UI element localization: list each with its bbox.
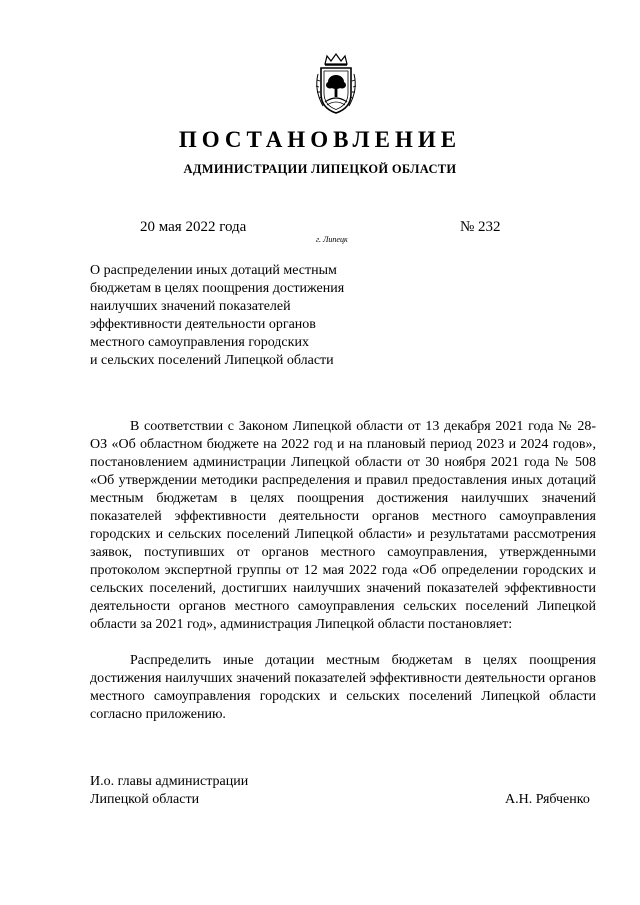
heading-line: местного самоуправления городских xyxy=(90,335,309,350)
document-place: г. Липецк xyxy=(316,235,348,244)
coat-of-arms-icon xyxy=(309,52,363,116)
signature-position-line-2: Липецкой области xyxy=(90,792,200,807)
document-title: ПОСТАНОВЛЕНИЕ xyxy=(178,127,462,152)
signature-position-line-1: И.о. главы администрации xyxy=(90,774,249,789)
document-subtitle: АДМИНИСТРАЦИИ ЛИПЕЦКОЙ ОБЛАСТИ xyxy=(183,162,457,176)
heading-line: О распределении иных дотаций местным xyxy=(90,263,337,278)
heading-line: и сельских поселений Липецкой области xyxy=(90,353,334,368)
document-date: 20 мая 2022 года xyxy=(140,219,247,235)
document-number: № 232 xyxy=(460,219,501,235)
heading-line: бюджетам в целях поощрения достижения xyxy=(90,281,345,296)
signature-position xyxy=(90,773,248,809)
heading-line: эффективности деятельности органов xyxy=(90,317,316,332)
heading-line: наилучших значений показателей xyxy=(90,299,291,314)
body-paragraph-1: В соответствии с Законом Липецкой области от 13 декабря 2021 года № 28-ОЗ «Об областном бюджете на 2022 год и на плановый период 2023 и 2024 годов», постановлением администрации Липецкой области от 30 ноября 2021 года № 508 «Об утверждении методики распределения и правил предоставления иных дотаций местным бюджетам в целях поощрения достижения наилучших значений показателей эффективности деятельности органов местного самоуправления городских и сельских поселений Липецкой области» и результатами рассмотрения заявок, поступивших от органов местного самоуправления, утвержденными протоколом экспертной группы от 12 мая 2022 года «Об определении городских и сельских поселений, достигших наилучших значений показателей эффективности деятельности органов местного самоуправления сельских поселений Липецкой области за 2021 год», администрация Липецкой области постановляет: xyxy=(90,419,596,632)
document-heading xyxy=(90,262,390,370)
body-paragraph-2: Распределить иные дотации местным бюджетам в целях поощрения достижения наилучших значений показателей эффективности деятельности органов местного самоуправления городских и сельских поселений Липецкой области согласно приложению. xyxy=(90,653,596,722)
signature-name: А.Н. Рябченко xyxy=(505,792,590,807)
